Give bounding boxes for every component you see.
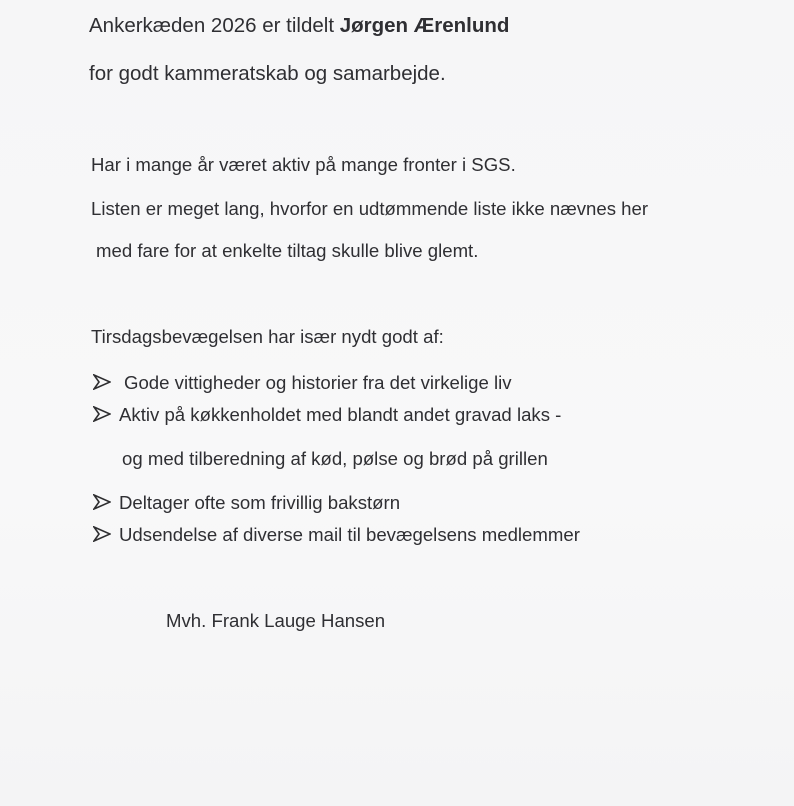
list-item-continuation: og med tilberedning af kød, pølse og brød på grillen	[122, 448, 548, 469]
arrowhead-bullet-icon	[93, 494, 111, 510]
award-line-prefix: Ankerkæden 2026 er tildelt	[89, 14, 335, 37]
intro-line-2: Listen er meget lang, hvorfor en udtømmende liste ikke nævnes her	[91, 198, 649, 219]
recipient-name: Jørgen Ærenlund	[339, 14, 510, 37]
arrowhead-bullet-icon	[93, 374, 111, 390]
intro-line-3: med fare for at enkelte tiltag skulle blive glemt.	[96, 240, 479, 261]
list-item: Udsendelse af diverse mail til bevægelsens medlemmer	[119, 524, 580, 545]
list-item: Gode vittigheder og historier fra det virkelige liv	[124, 372, 512, 393]
list-item: Aktiv på køkkenholdet med blandt andet gravad laks -	[119, 404, 562, 425]
list-heading: Tirsdagsbevægelsen har især nydt godt af:	[91, 326, 444, 347]
award-reason: for godt kammeratskab og samarbejde.	[89, 62, 446, 85]
intro-line-1: Har i mange år været aktiv på mange fronter i SGS.	[91, 154, 516, 175]
signature: Mvh. Frank Lauge Hansen	[166, 610, 386, 631]
arrowhead-bullet-icon	[93, 406, 111, 422]
list-item: Deltager ofte som frivillig bakstørn	[119, 492, 401, 513]
award-line	[89, 16, 509, 37]
arrowhead-bullet-icon	[93, 526, 111, 542]
